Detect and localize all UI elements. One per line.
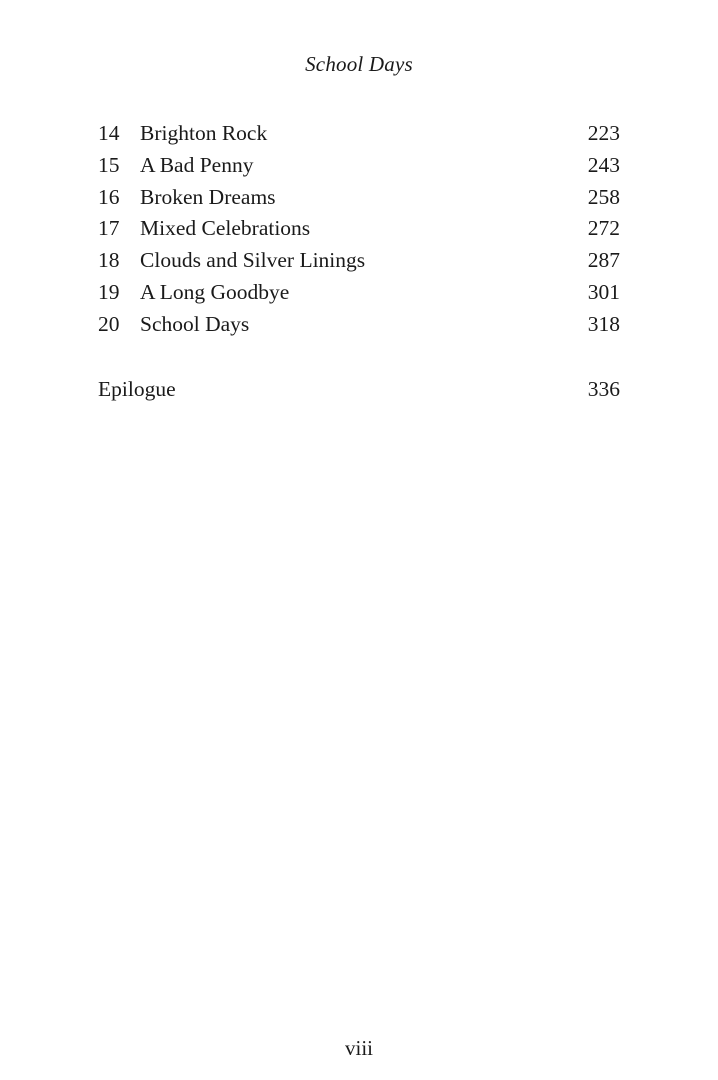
chapter-number: 14 [98, 121, 120, 145]
chapter-title: A Long Goodbye [140, 279, 290, 304]
table-of-contents [98, 118, 620, 341]
chapter-number: 15 [98, 152, 120, 177]
toc-entry [98, 309, 620, 341]
chapter-page: 301 [587, 279, 620, 304]
epilogue-page: 336 [587, 377, 620, 401]
chapter-number: 16 [98, 184, 120, 209]
toc-entry-epilogue [98, 373, 620, 405]
chapter-page: 223 [587, 121, 620, 145]
chapter-title: Broken Dreams [140, 184, 276, 209]
toc-entry [98, 213, 620, 245]
chapter-page: 272 [587, 216, 620, 241]
chapter-title: Brighton Rock [140, 121, 268, 145]
toc-entry [98, 150, 620, 182]
chapter-title: Mixed Celebrations [140, 216, 311, 241]
chapter-page: 287 [587, 248, 620, 273]
chapter-number: 17 [98, 216, 120, 241]
chapter-number: 18 [98, 248, 120, 273]
toc-entry [98, 245, 620, 277]
chapter-number: 20 [98, 311, 120, 336]
chapter-title: School Days [140, 311, 250, 336]
page-number: viii [344, 1036, 373, 1060]
toc-entry [98, 277, 620, 309]
chapter-page: 318 [587, 311, 620, 336]
chapter-page: 258 [587, 184, 620, 209]
chapter-number: 19 [98, 279, 120, 304]
running-head: School Days [305, 52, 413, 76]
toc-entry [98, 182, 620, 214]
toc-entry [98, 118, 620, 150]
chapter-title: Clouds and Silver Linings [140, 248, 366, 273]
epilogue-title: Epilogue [98, 377, 176, 401]
chapter-title: A Bad Penny [140, 152, 254, 177]
chapter-page: 243 [587, 152, 620, 177]
